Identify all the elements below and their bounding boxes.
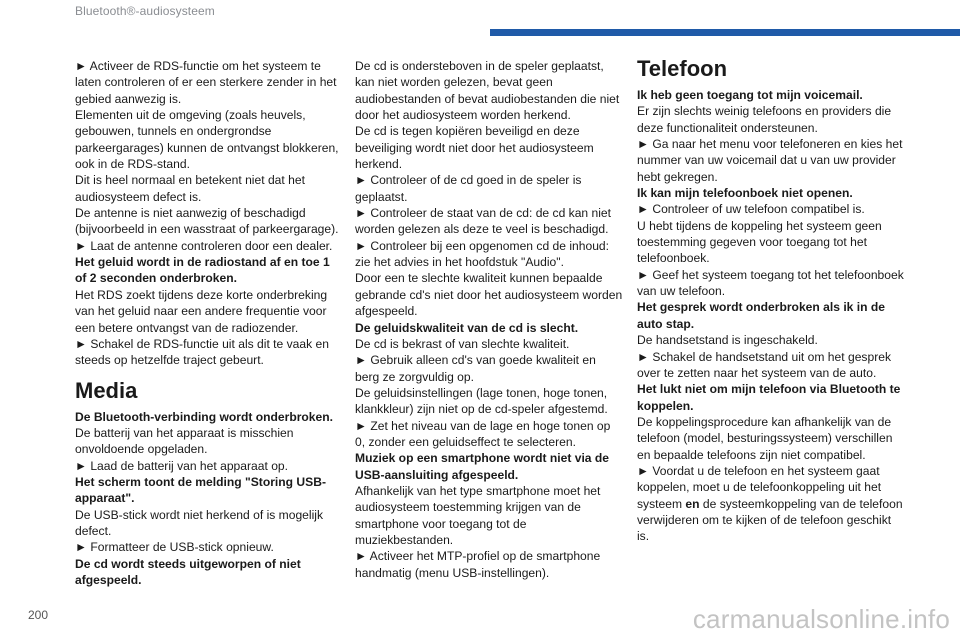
header-title: Bluetooth®-audiosysteem	[75, 4, 215, 18]
paragraph: Er zijn slechts weinig telefoons en providers die deze functionaliteit ondersteunen.	[637, 104, 892, 135]
problem-question: Het scherm toont de melding "Storing USB-apparaat".	[75, 474, 326, 506]
paragraph: ► Gebruik alleen cd's van goede kwaliteit en berg ze zorgvuldig op.	[355, 353, 596, 384]
paragraph: De cd is tegen kopiëren beveiligd en deze beveiliging wordt niet door het audiosysteem herkend.	[355, 124, 594, 172]
paragraph: ► Ga naar het menu voor telefoneren en kies het nummer van uw voicemail dat u van uw provider hebt gekregen.	[637, 137, 903, 184]
paragraph: ► Geef het systeem toegang tot het telefoonboek van uw telefoon.	[637, 267, 904, 299]
watermark: carmanualsonline.info	[692, 604, 950, 634]
column-1	[75, 58, 343, 588]
paragraph: De koppelingsprocedure kan afhankelijk van de telefoon (model, besturingssysteem) verschillen en bepaalde telefoons zijn niet compatibel.	[637, 414, 893, 462]
paragraph-text: ► Voordat u de telefoon en het systeem gaat koppelen, moet u de telefoonkoppeling uit het systeem	[637, 463, 882, 511]
paragraph: ► Schakel de handsetstand uit om het gesprek over te zetten naar het systeem van de auto.	[637, 349, 891, 380]
problem-question: De geluidskwaliteit van de cd is slecht.	[355, 320, 579, 335]
paragraph: De batterij van het apparaat is misschien onvoldoende opgeladen.	[75, 425, 294, 457]
problem-question: Ik kan mijn telefoonboek niet openen.	[637, 186, 853, 201]
problem-question: Het lukt niet om mijn telefoon via Bluetooth te koppelen.	[637, 382, 901, 413]
paragraph: ► Activeer het MTP-profiel op de smartphone handmatig (menu USB-instellingen).	[355, 549, 601, 580]
paragraph: ► Controleer of de cd goed in de speler is geplaatst.	[355, 173, 582, 204]
paragraph: Elementen uit de omgeving (zoals heuvels, gebouwen, tunnels en ondergrondse parkeergarages) kunnen de ontvangst blokkeren, ook in de RDS-stand.	[75, 108, 339, 172]
page-number: 200	[28, 608, 49, 622]
paragraph: ► Controleer of uw telefoon compatibel is.	[637, 202, 865, 217]
emphasis-text: en	[685, 496, 700, 511]
paragraph: ► Controleer de staat van de cd: de cd kan niet worden gelezen als deze te veel is beschadigd.	[355, 206, 612, 237]
paragraph: U hebt tijdens de koppeling het systeem geen toestemming gegeven voor toegang tot het telefoonboek.	[637, 218, 882, 266]
problem-question: Het gesprek wordt onderbroken als ik in de auto stap.	[637, 300, 885, 331]
paragraph: ► Activeer de RDS-functie om het systeem te laten controleren of er een sterkere zender in het gebied aanwezig is.	[75, 59, 337, 106]
paragraph: De antenne is niet aanwezig of beschadigd (bijvoorbeeld in een wasstraat of parkeergarage).	[75, 206, 339, 237]
paragraph: ► Formatteer de USB-stick opnieuw.	[75, 540, 274, 555]
paragraph: De cd is bekrast of van slechte kwaliteit.	[355, 336, 570, 351]
problem-question: De Bluetooth-verbinding wordt onderbroken.	[75, 409, 333, 424]
paragraph: De geluidsinstellingen (lage tonen, hoge tonen, klankkleur) zijn niet op de cd-speler afgestemd.	[355, 385, 608, 417]
paragraph: De handsetstand is ingeschakeld.	[637, 333, 818, 348]
paragraph-text: de systeemkoppeling van de telefoon verwijderen om te kijken of de telefoon geschikt is.	[637, 496, 903, 544]
paragraph: ► Laat de antenne controleren door een dealer.	[75, 238, 333, 253]
paragraph: Het RDS zoekt tijdens deze korte onderbreking van het geluid naar een andere frequentie voor een betere ontvangst van de radiozender.	[75, 287, 328, 335]
paragraph: De cd is ondersteboven in de speler geplaatst, kan niet worden gelezen, bevat geen audiobestanden of bevat audiobestanden die niet door het audiosysteem worden herkend.	[355, 59, 620, 123]
problem-question: De cd wordt steeds uitgeworpen of niet afgespeeld.	[75, 556, 301, 587]
section-heading: Telefoon	[637, 56, 728, 81]
paragraph: Afhankelijk van het type smartphone moet het audiosysteem toestemming krijgen van de smartphone voor toegang tot de muziekbestanden.	[355, 483, 601, 547]
problem-question: Ik heb geen toegang tot mijn voicemail.	[637, 88, 863, 102]
problem-question: Het geluid wordt in de radiostand af en toe 1 of 2 seconden onderbroken.	[75, 255, 330, 286]
paragraph: Dit is heel normaal en betekent niet dat het audiosysteem defect is.	[75, 173, 305, 204]
paragraph: ► Zet het niveau van de lage en hoge tonen op 0, zonder een geluidseffect te selecteren.	[355, 418, 611, 449]
problem-question: Muziek op een smartphone wordt niet via de USB-aansluiting afgespeeld.	[355, 451, 610, 482]
header-accent-bar	[490, 29, 960, 36]
paragraph: ► Schakel de RDS-functie uit als dit te vaak en steeds op hetzelfde traject gebeurt.	[75, 336, 329, 368]
paragraph	[637, 463, 905, 545]
paragraph: ► Controleer bij een opgenomen cd de inhoud: zie het advies in het hoofdstuk "Audio".	[355, 238, 610, 270]
section-heading: Media	[75, 377, 138, 403]
paragraph: Door een te slechte kwaliteit kunnen bepaalde gebrande cd's niet door het audiosysteem worden afgespeeld.	[355, 271, 623, 319]
paragraph: De USB-stick wordt niet herkend of is mogelijk defect.	[75, 507, 324, 538]
column-3	[637, 55, 905, 545]
column-2	[355, 58, 623, 581]
paragraph: ► Laad de batterij van het apparaat op.	[75, 458, 289, 473]
